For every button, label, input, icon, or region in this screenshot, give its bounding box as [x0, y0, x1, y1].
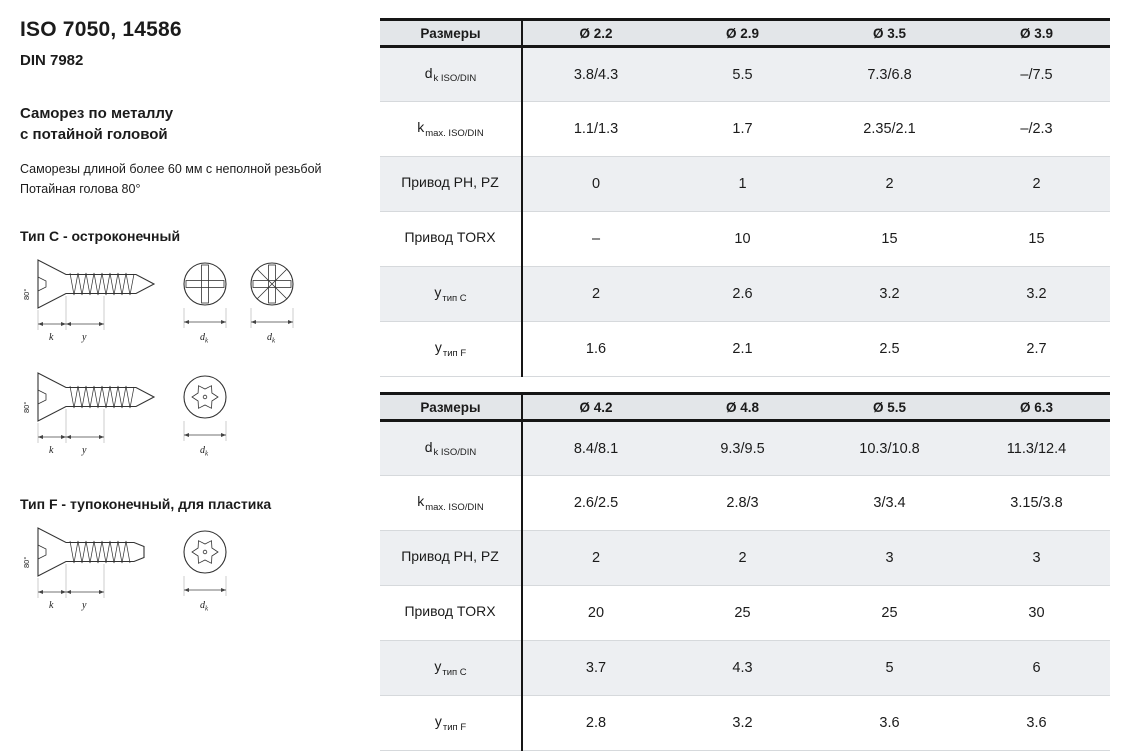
value-cell: 2.8/3: [669, 476, 816, 531]
row-label: $y_{тип C}$: [380, 267, 522, 322]
row-label: $d_{k ISO/DIN}$: [380, 47, 522, 102]
dim-label-y: y: [82, 331, 87, 343]
value-cell: 7.3/6.8: [816, 47, 963, 102]
product-note-thread: Саморезы длиной более 60 мм с неполной резьбой: [20, 162, 322, 176]
value-cell: 11.3/12.4: [963, 421, 1110, 476]
value-cell: 2: [522, 531, 669, 586]
column-header-d63: Ø 6.3: [963, 394, 1110, 421]
value-cell: 1: [669, 157, 816, 212]
type-f-heading: Тип F - тупоконечный, для пластика: [20, 495, 272, 512]
dimension-lines: [22, 556, 104, 610]
value-cell: –/2.3: [963, 102, 1110, 157]
value-cell: –: [522, 212, 669, 267]
table-row-kmax: [380, 102, 1110, 157]
value-cell: 4.3: [669, 641, 816, 696]
value-cell: 1.1/1.3: [522, 102, 669, 157]
column-header-d55: Ø 5.5: [816, 394, 963, 421]
pz-recess-icon: [251, 263, 293, 345]
table-row-y-type-f: [380, 322, 1110, 377]
torx-recess-icon: [184, 376, 226, 458]
dim-label-dk: $d_k$: [267, 331, 276, 345]
drawing-type-c-torx: [20, 363, 360, 466]
row-label: Привод PH, PZ: [380, 157, 522, 212]
tables-panel: [380, 0, 1110, 751]
type-f-drawing: [20, 518, 280, 616]
value-cell: 9.3/9.5: [669, 421, 816, 476]
value-cell: 2: [816, 157, 963, 212]
row-label: $d_{k ISO/DIN}$: [380, 421, 522, 476]
head-angle-label: 80°: [22, 556, 31, 568]
table-header-row: [380, 394, 1110, 421]
head-angle-label: 80°: [22, 288, 31, 300]
standard-subtitle: DIN 7982: [20, 52, 84, 69]
value-cell: 2: [963, 157, 1110, 212]
value-cell: 3.7: [522, 641, 669, 696]
value-cell: 5: [816, 641, 963, 696]
value-cell: 2.8: [522, 696, 669, 751]
table-row-y-type-c: [380, 641, 1110, 696]
column-header-d39: Ø 3.9: [963, 20, 1110, 47]
value-cell: 2.5: [816, 322, 963, 377]
column-header-d29: Ø 2.9: [669, 20, 816, 47]
column-header-d42: Ø 4.2: [522, 394, 669, 421]
value-cell: 2.35/2.1: [816, 102, 963, 157]
dim-label-dk: $d_k$: [200, 444, 209, 458]
type-c-drawing: [20, 250, 350, 348]
value-cell: 3.15/3.8: [963, 476, 1110, 531]
type-c-heading: Тип C - остроконечный: [20, 227, 181, 244]
value-cell: 3: [816, 531, 963, 586]
value-cell: 8.4/8.1: [522, 421, 669, 476]
value-cell: 3/3.4: [816, 476, 963, 531]
column-header-d35: Ø 3.5: [816, 20, 963, 47]
value-cell: 1.7: [669, 102, 816, 157]
drawing-type-f-torx: [20, 518, 360, 621]
value-cell: 3.8/4.3: [522, 47, 669, 102]
value-cell: 20: [522, 586, 669, 641]
value-cell: 2.6/2.5: [522, 476, 669, 531]
dimension-lines: [22, 288, 104, 342]
product-name-line2: с потайной головой: [20, 126, 168, 143]
value-cell: 3.6: [963, 696, 1110, 751]
value-cell: 25: [669, 586, 816, 641]
value-cell: 1.6: [522, 322, 669, 377]
row-label: $y_{тип C}$: [380, 641, 522, 696]
row-label: $k_{max. ISO/DIN}$: [380, 476, 522, 531]
value-cell: 2.6: [669, 267, 816, 322]
table-row-drive-torx: [380, 212, 1110, 267]
value-cell: 6: [963, 641, 1110, 696]
table-row-dk: [380, 47, 1110, 102]
product-name: [20, 103, 360, 145]
value-cell: 3: [963, 531, 1110, 586]
value-cell: 3.6: [816, 696, 963, 751]
value-cell: 25: [816, 586, 963, 641]
value-cell: 3.2: [816, 267, 963, 322]
row-label: Привод TORX: [380, 212, 522, 267]
value-cell: 3.2: [963, 267, 1110, 322]
table-corner-header: Размеры: [380, 394, 522, 421]
dim-label-dk: $d_k$: [200, 599, 209, 613]
row-label: Привод TORX: [380, 586, 522, 641]
drawing-type-c-ph-pz: [20, 250, 360, 353]
table-row-y-type-f: [380, 696, 1110, 751]
spec-table-large-diameters: [380, 392, 1110, 751]
spec-table-small-diameters: [380, 18, 1110, 377]
dimension-lines: [22, 401, 104, 455]
row-label: Привод PH, PZ: [380, 531, 522, 586]
dim-label-k: k: [49, 599, 54, 611]
dim-label-y: y: [82, 599, 87, 611]
table-row-drive-ph-pz: [380, 157, 1110, 212]
dim-label-k: k: [49, 444, 54, 456]
value-cell: 3.2: [669, 696, 816, 751]
row-label: $k_{max. ISO/DIN}$: [380, 102, 522, 157]
value-cell: 10: [669, 212, 816, 267]
value-cell: 30: [963, 586, 1110, 641]
row-label: $y_{тип F}$: [380, 322, 522, 377]
table-row-kmax: [380, 476, 1110, 531]
column-header-d22: Ø 2.2: [522, 20, 669, 47]
value-cell: –/7.5: [963, 47, 1110, 102]
torx-recess-icon: [184, 531, 226, 613]
table-row-drive-torx: [380, 586, 1110, 641]
table-row-drive-ph-pz: [380, 531, 1110, 586]
value-cell: 2.7: [963, 322, 1110, 377]
value-cell: 5.5: [669, 47, 816, 102]
countersunk-screw-side-view-icon: [38, 260, 154, 308]
row-label: $y_{тип F}$: [380, 696, 522, 751]
value-cell: 2: [669, 531, 816, 586]
table-header-row: [380, 20, 1110, 47]
table-row-y-type-c: [380, 267, 1110, 322]
column-header-d48: Ø 4.8: [669, 394, 816, 421]
dim-label-k: k: [49, 331, 54, 343]
page-title: ISO 7050, 14586: [20, 18, 182, 41]
blunt-screw-side-view-icon: [38, 528, 144, 576]
table-corner-header: Размеры: [380, 20, 522, 47]
type-c-torx-drawing: [20, 363, 280, 461]
table-row-dk: [380, 421, 1110, 476]
value-cell: 2: [522, 267, 669, 322]
product-note-head: Потайная голова 80°: [20, 181, 141, 196]
value-cell: 0: [522, 157, 669, 212]
value-cell: 15: [963, 212, 1110, 267]
value-cell: 10.3/10.8: [816, 421, 963, 476]
value-cell: 15: [816, 212, 963, 267]
value-cell: 2.1: [669, 322, 816, 377]
ph-recess-icon: [184, 263, 226, 345]
head-angle-label: 80°: [22, 401, 31, 413]
product-name-line1: Саморез по металлу: [20, 105, 174, 122]
dim-label-dk: $d_k$: [200, 331, 209, 345]
countersunk-screw-side-view-icon: [38, 373, 154, 421]
dim-label-y: y: [82, 444, 87, 456]
left-panel: [0, 0, 360, 631]
